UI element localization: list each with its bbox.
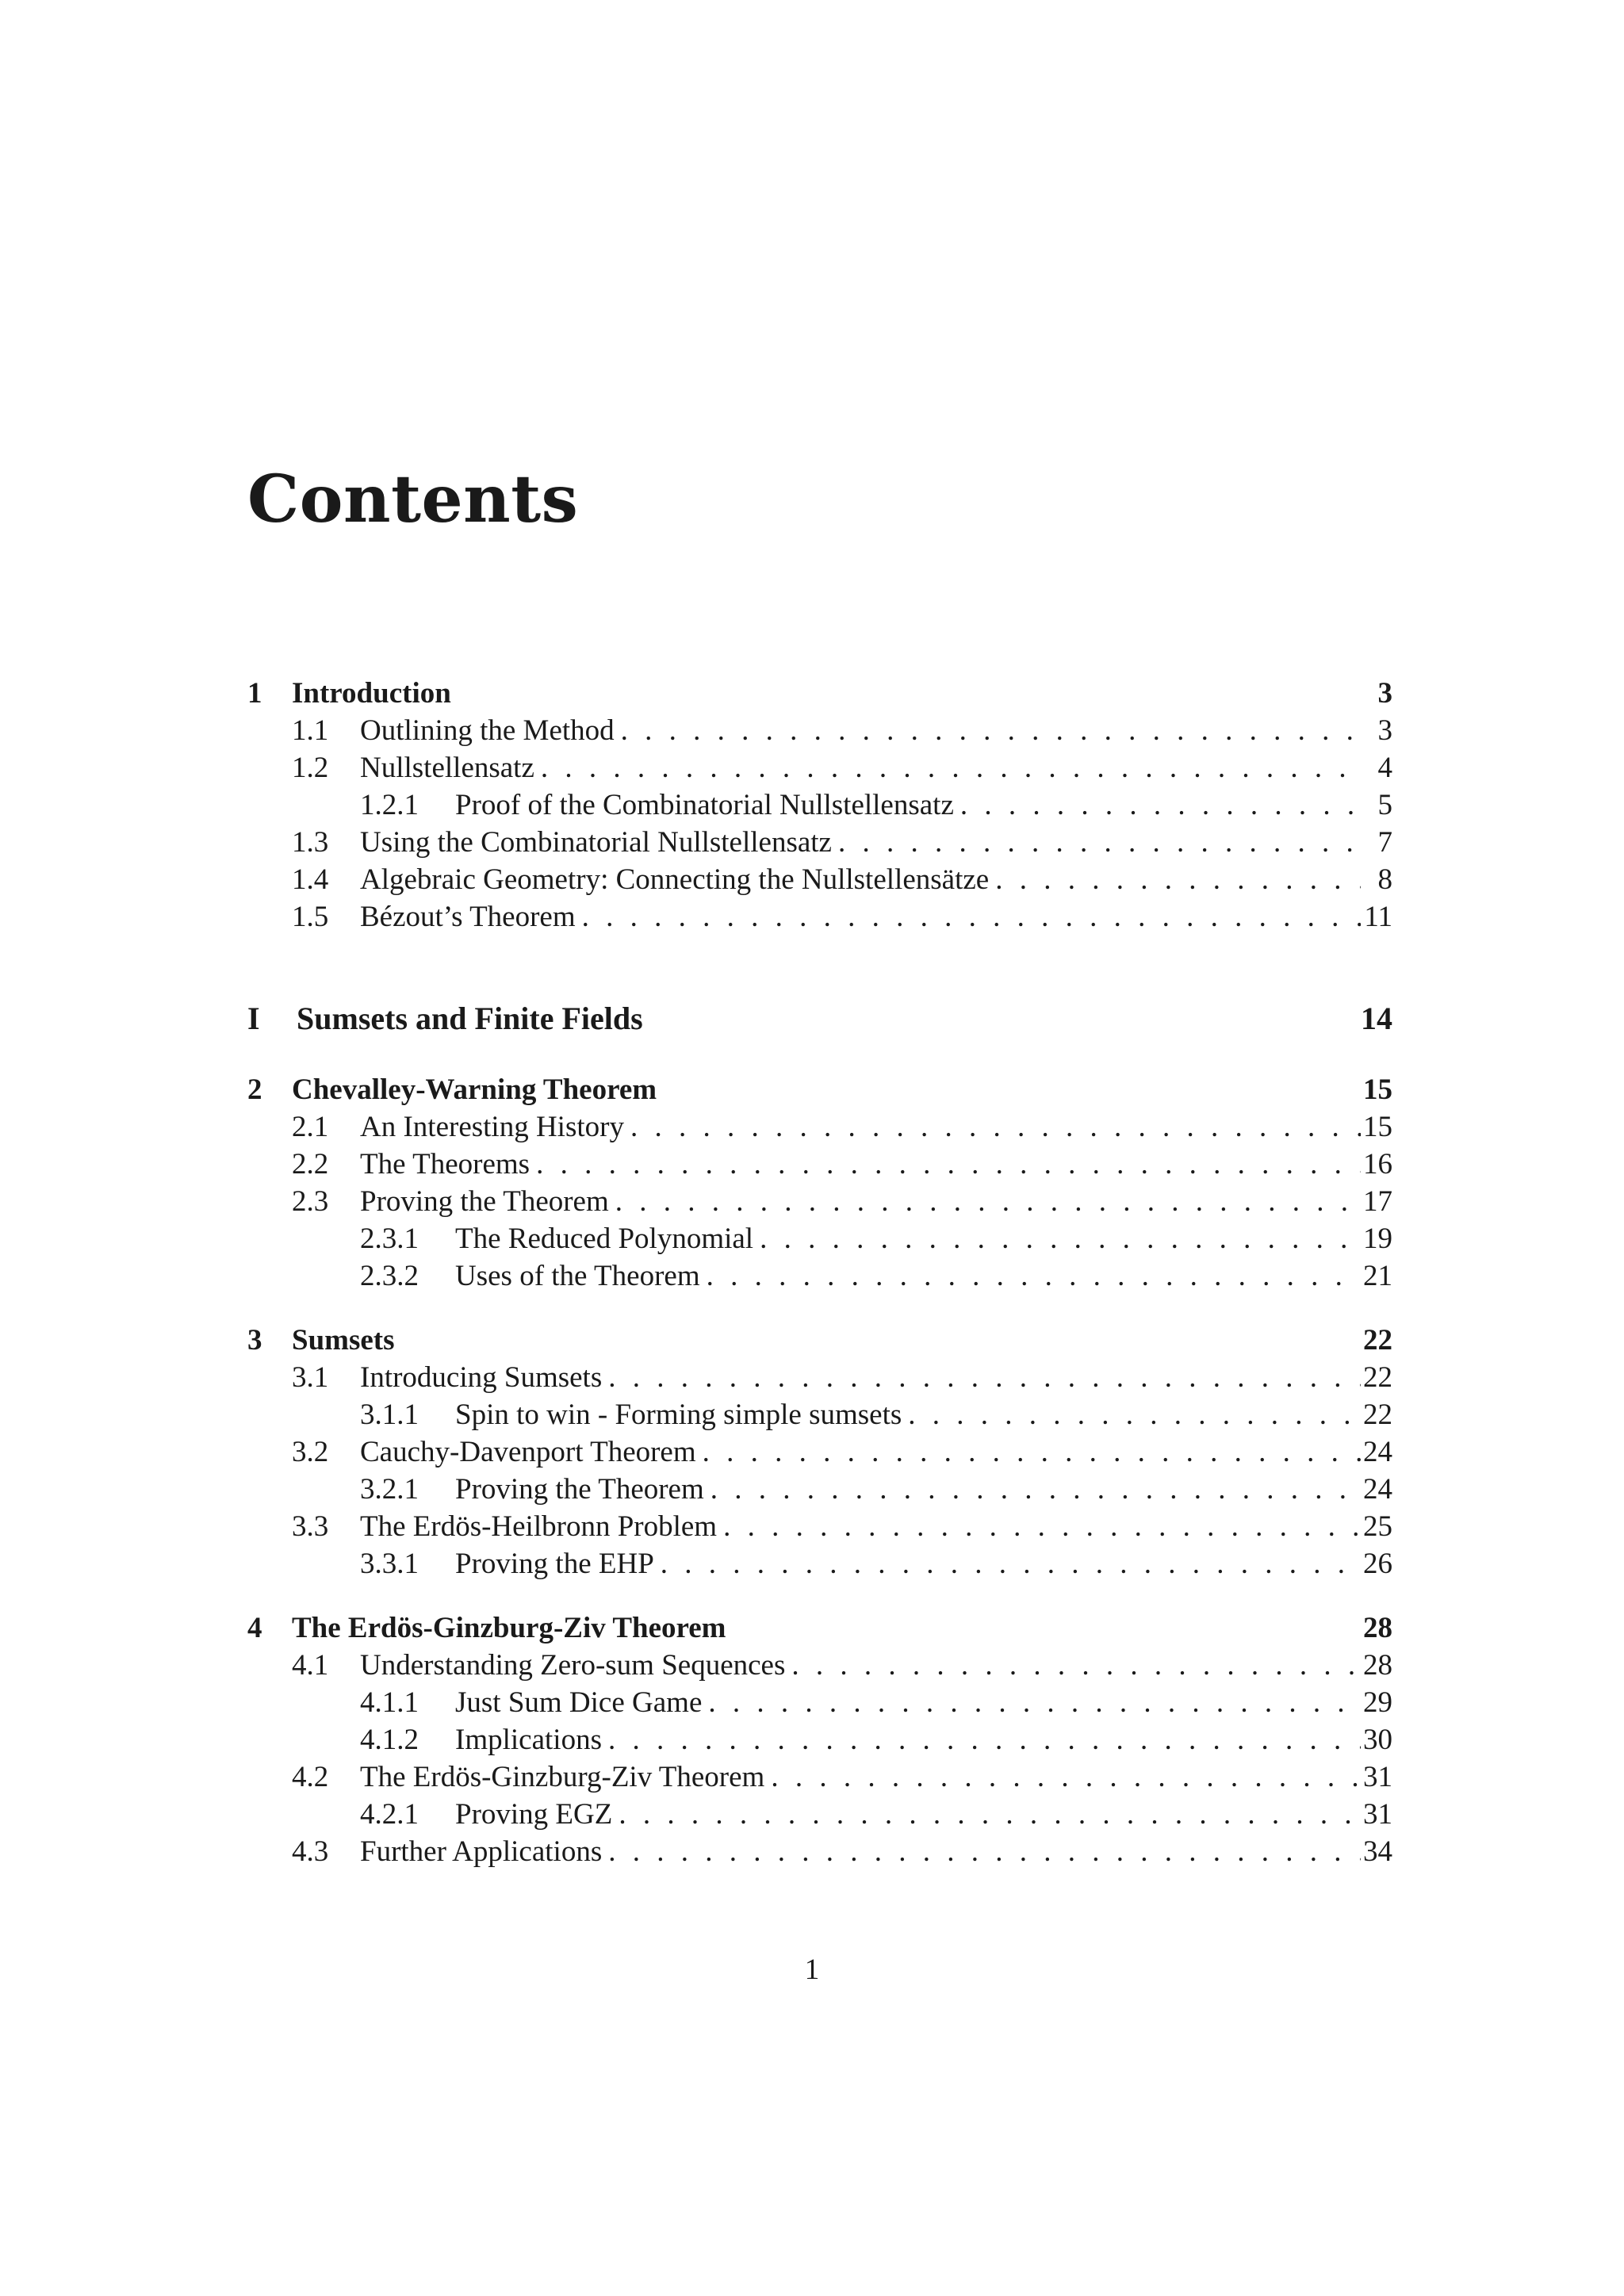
- toc-leader-dots: [785, 1647, 1361, 1684]
- toc-label: Understanding Zero-sum Sequences: [360, 1649, 786, 1682]
- toc-page: 3: [1377, 677, 1392, 710]
- toc-section-4-1[interactable]: [247, 1647, 1392, 1684]
- toc-page: 21: [1363, 1260, 1392, 1292]
- page-title: Contents: [247, 461, 579, 538]
- toc-leader-dots: [615, 713, 1361, 749]
- toc-leader-dots: [576, 899, 1361, 936]
- toc-page: 30: [1363, 1724, 1392, 1756]
- toc-number: 3.1: [292, 1361, 329, 1394]
- toc-leader-dots: [902, 1397, 1361, 1433]
- toc-leader-dots: [700, 1258, 1361, 1295]
- toc-chapter-1[interactable]: [247, 675, 1392, 712]
- toc-leader-dots: [989, 862, 1361, 898]
- toc-page: 26: [1363, 1548, 1392, 1580]
- toc-number: 1.2: [292, 752, 329, 784]
- toc-subsection-3-2-1[interactable]: [247, 1471, 1392, 1508]
- toc-subsection-4-1-1[interactable]: [247, 1685, 1392, 1721]
- toc-page: 11: [1364, 901, 1392, 933]
- toc-section-1-3[interactable]: [247, 825, 1392, 861]
- toc-number: 4.2: [292, 1761, 329, 1793]
- toc-number: 3: [247, 1324, 262, 1357]
- toc-page: 25: [1363, 1510, 1392, 1543]
- toc-leader-dots: [609, 1184, 1361, 1220]
- toc-label: Spin to win - Forming simple sumsets: [455, 1399, 902, 1431]
- toc-number: 1.4: [292, 863, 329, 896]
- toc-page: 29: [1363, 1686, 1392, 1719]
- toc-label: The Erdös-Ginzburg-Ziv Theorem: [360, 1761, 765, 1793]
- toc-number: 4: [247, 1612, 262, 1644]
- toc-label: Proof of the Combinatorial Nullstellensatz: [455, 789, 954, 821]
- toc-page: 7: [1377, 826, 1392, 859]
- toc-label: Just Sum Dice Game: [455, 1686, 703, 1719]
- toc-page: 24: [1363, 1436, 1392, 1468]
- toc-section-4-3[interactable]: [247, 1834, 1392, 1870]
- toc-section-2-3[interactable]: [247, 1184, 1392, 1220]
- toc-number: 2.1: [292, 1111, 329, 1143]
- toc-label: Further Applications: [360, 1835, 603, 1868]
- toc-page: 19: [1363, 1223, 1392, 1255]
- page-number: 1: [804, 1954, 820, 1986]
- toc-number: 3.3: [292, 1510, 329, 1543]
- toc-number: 3.1.1: [360, 1399, 419, 1431]
- toc-section-3-2[interactable]: [247, 1434, 1392, 1471]
- toc-subsection-2-3-1[interactable]: [247, 1221, 1392, 1257]
- toc-page: 28: [1363, 1612, 1392, 1644]
- toc-page: 24: [1363, 1473, 1392, 1506]
- toc-number: 1.1: [292, 714, 329, 747]
- toc-leader-dots: [764, 1759, 1361, 1796]
- toc-number: 4.3: [292, 1835, 329, 1868]
- toc-label: Sumsets and Finite Fields: [297, 1001, 643, 1036]
- toc-subsection-4-1-2[interactable]: [247, 1722, 1392, 1758]
- toc-number: 2: [247, 1073, 262, 1106]
- toc-number: 1.2.1: [360, 789, 419, 821]
- toc-page: 4: [1377, 752, 1392, 784]
- toc-label: The Erdös-Ginzburg-Ziv Theorem: [292, 1612, 726, 1644]
- toc-number: 2.3: [292, 1185, 329, 1218]
- toc-label: Proving the Theorem: [360, 1185, 609, 1218]
- toc-number: 1: [247, 677, 262, 710]
- toc-leader-dots: [654, 1546, 1361, 1582]
- toc-label: Chevalley-Warning Theorem: [292, 1073, 657, 1106]
- toc-subsection-1-2-1[interactable]: [247, 787, 1392, 824]
- toc-label: Bézout’s Theorem: [360, 901, 576, 933]
- toc-leader-dots: [624, 1109, 1361, 1146]
- toc-section-2-2[interactable]: [247, 1146, 1392, 1183]
- toc-number: 4.1.2: [360, 1724, 419, 1756]
- toc-label: Nullstellensatz: [360, 752, 534, 784]
- toc-number: 1.3: [292, 826, 329, 859]
- toc-number: 2.3.2: [360, 1260, 419, 1292]
- toc-chapter-4[interactable]: [247, 1610, 1392, 1647]
- toc-page: 31: [1363, 1798, 1392, 1831]
- toc-page: 22: [1363, 1399, 1392, 1431]
- toc-page: 17: [1363, 1185, 1392, 1218]
- toc-section-2-1[interactable]: [247, 1109, 1392, 1146]
- toc-page: 31: [1363, 1761, 1392, 1793]
- toc-leader-dots: [753, 1221, 1361, 1257]
- toc-subsection-3-1-1[interactable]: [247, 1397, 1392, 1433]
- toc-label: Introduction: [292, 677, 451, 710]
- toc-page: 15: [1363, 1111, 1392, 1143]
- toc-page: 5: [1377, 789, 1392, 821]
- toc-leader-dots: [534, 750, 1361, 786]
- toc-number: 4.2.1: [360, 1798, 419, 1831]
- toc-label: Sumsets: [292, 1324, 395, 1357]
- toc-label: Proving the Theorem: [455, 1473, 704, 1506]
- toc-section-1-1[interactable]: [247, 713, 1392, 749]
- toc-label: Implications: [455, 1724, 602, 1756]
- toc-page: 16: [1363, 1148, 1392, 1181]
- toc-section-1-5[interactable]: [247, 899, 1392, 936]
- toc-label: Outlining the Method: [360, 714, 615, 747]
- toc-number: I: [247, 1001, 260, 1036]
- toc-chapter-3[interactable]: [247, 1322, 1392, 1359]
- toc-number: 4.1: [292, 1649, 329, 1682]
- toc-label: Proving EGZ: [455, 1798, 613, 1831]
- toc-page: 34: [1363, 1835, 1392, 1868]
- toc-section-4-2[interactable]: [247, 1759, 1392, 1796]
- toc-chapter-2[interactable]: [247, 1072, 1392, 1108]
- toc-label: Uses of the Theorem: [455, 1260, 700, 1292]
- toc-label: Introducing Sumsets: [360, 1361, 603, 1394]
- toc-page: 28: [1363, 1649, 1392, 1682]
- toc-number: 2.2: [292, 1148, 329, 1181]
- toc-number: 4.1.1: [360, 1686, 419, 1719]
- toc-label: The Reduced Polynomial: [455, 1223, 754, 1255]
- toc-leader-dots: [954, 787, 1361, 824]
- toc-number: 1.5: [292, 901, 329, 933]
- toc-label: An Interesting History: [360, 1111, 624, 1143]
- toc-page: 15: [1363, 1073, 1392, 1106]
- toc-leader-dots: [832, 825, 1361, 861]
- toc-number: 3.2.1: [360, 1473, 419, 1506]
- toc-number: 3.3.1: [360, 1548, 419, 1580]
- toc-subsection-2-3-2[interactable]: [247, 1258, 1392, 1295]
- toc-page: 22: [1363, 1324, 1392, 1357]
- toc-subsection-4-2-1[interactable]: [247, 1797, 1392, 1833]
- toc-section-3-3[interactable]: [247, 1509, 1392, 1545]
- toc-number: 3.2: [292, 1436, 329, 1468]
- toc-leader-dots: [702, 1685, 1361, 1721]
- toc-leader-dots: [602, 1834, 1361, 1870]
- toc-page: 8: [1377, 863, 1392, 896]
- toc-leader-dots: [704, 1471, 1361, 1508]
- toc-label: Proving the EHP: [455, 1548, 654, 1580]
- toc-label: The Erdös-Heilbronn Problem: [360, 1510, 718, 1543]
- toc-leader-dots: [530, 1146, 1361, 1183]
- toc-section-3-1[interactable]: [247, 1360, 1392, 1396]
- toc-page: 14: [1361, 1001, 1392, 1036]
- toc-label: Cauchy-Davenport Theorem: [360, 1436, 696, 1468]
- toc-page: 22: [1363, 1361, 1392, 1394]
- toc-section-1-2[interactable]: [247, 750, 1392, 786]
- toc-number: 2.3.1: [360, 1223, 419, 1255]
- toc-leader-dots: [612, 1797, 1361, 1833]
- toc-label: The Theorems: [360, 1148, 530, 1181]
- toc-leader-dots: [717, 1509, 1361, 1545]
- toc-leader-dots: [602, 1360, 1361, 1396]
- toc-leader-dots: [602, 1722, 1361, 1758]
- toc-leader-dots: [696, 1434, 1361, 1471]
- toc-page: 3: [1377, 714, 1392, 747]
- toc-label: Using the Combinatorial Nullstellensatz: [360, 826, 832, 859]
- toc-subsection-3-3-1[interactable]: [247, 1546, 1392, 1582]
- toc-label: Algebraic Geometry: Connecting the Nullstellensätze: [360, 863, 990, 896]
- toc-section-1-4[interactable]: [247, 862, 1392, 898]
- toc-part-1[interactable]: [247, 1001, 1392, 1037]
